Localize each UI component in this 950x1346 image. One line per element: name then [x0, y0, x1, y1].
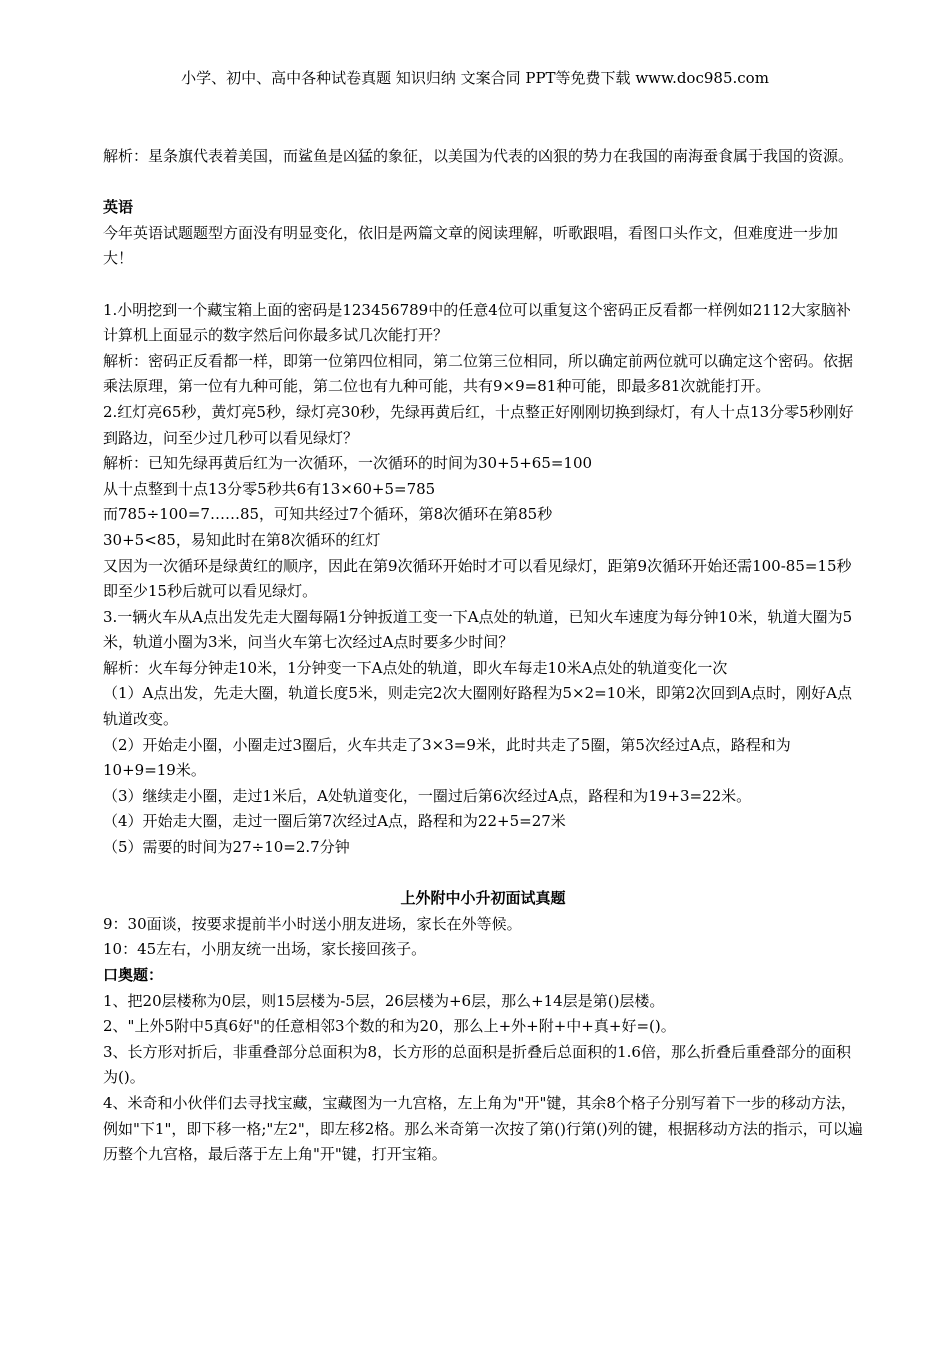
math-analysis-2-line: 即至少15秒后就可以看见绿灯。: [103, 582, 318, 601]
interview-schedule-item: 9：30面谈，按要求提前半小时送小朋友进场，家长在外等候。: [103, 914, 522, 933]
math-analysis-2-line: 又因为一次循环是绿黄红的顺序，因此在第9次循环开始时才可以看见绿灯，距第9次循环开始还需100-85=15秒: [103, 556, 852, 575]
math-question-1: 1.小明挖到一个藏宝箱上面的密码是123456789中的任意4位可以重复这个密码正反看都一样例如2112大家脑补计算机上面显示的数字然后问你最多试几次能打开？: [103, 300, 851, 345]
math-analysis-3-line: （1）A点出发，先走大圈，轨道长度5米，则走完2次大圈刚好路程为5×2=10米，即第2次回到A点时，刚好A点轨道改变。: [103, 684, 852, 729]
math-analysis-2-line: 30+5<85，易知此时在第8次循环的红灯: [103, 530, 381, 549]
oral-question: 2、"上外5附中5真6好"的任意相邻3个数的和为20，那么上+外+附+中+真+好=()。: [103, 1017, 676, 1036]
oral-heading: 口奥题：: [103, 966, 164, 984]
math-analysis-2-line: 而785÷100=7……85，可知共经过7个循环，第8次循环在第85秒: [103, 505, 553, 524]
spacer: [103, 170, 863, 196]
math-question-2: 2.红灯亮65秒，黄灯亮5秒，绿灯亮30秒，先绿再黄后红，十点整正好刚刚切换到绿灯，有人十点13分零5秒刚好到路边，问至少过几秒可以看见绿灯？: [103, 402, 854, 447]
math-analysis-3-line: （5）需要的时间为27÷10=2.7分钟: [103, 838, 350, 857]
oral-question: 3、长方形对折后，非重叠部分总面积为8，长方形的总面积是折叠后总面积的1.6倍，那么折叠后重叠部分的面积为()。: [103, 1042, 851, 1087]
english-heading: 英语: [103, 198, 134, 217]
oral-question: 1、把20层楼称为0层，则15层楼为-5层，26层楼为+6层，那么+14层是第()层楼。: [103, 991, 665, 1010]
math-analysis-3-line: （2）开始走小圈，小圈走过3圈后，火车共走了3×3=9米，此时共走了5圈，第5次经过A点，路程和为10+9=19米。: [103, 735, 791, 780]
spacer: [103, 861, 863, 887]
interview-schedule-item: 10：45左右，小朋友统一出场，家长接回孩子。: [103, 940, 427, 959]
math-analysis-3-line: （3）继续走小圈，走过1米后，A处轨道变化，一圈过后第6次经过A点，路程和为19+3=22米。: [103, 786, 752, 805]
spacer: [103, 272, 863, 298]
oral-question: 4、米奇和小伙伴们去寻找宝藏，宝藏图为一九宫格，左上角为"开"键，其余8个格子分别写着下一步的移动方法，例如"下1"，即下移一格;"左2"，即左移2格。那么米奇第一次按了第()行第()列的键，根据移动方法的指示，可以遍历整个九宫格，最后落于左上角"开"键，打开宝箱。: [103, 1093, 863, 1164]
math-analysis-3-line: （4）开始走大圈，走过一圈后第7次经过A点，路程和为22+5=27米: [103, 812, 566, 831]
document-body: [103, 144, 863, 1168]
english-text: 今年英语试题题型方面没有明显变化，依旧是两篇文章的阅读理解，听歌跟唱，看图口头作文，但难度进一步加大！: [103, 223, 839, 268]
interview-title: 上外附中小升初面试真题: [400, 889, 566, 908]
math-analysis-3-line: 解析：火车每分钟走10米，1分钟变一下A点处的轨道，即火车每走10米A点处的轨道变化一次: [103, 658, 728, 677]
math-question-3: 3.一辆火车从A点出发先走大圈每隔1分钟扳道工变一下A点处的轨道，已知火车速度为每分钟10米，轨道大圈为5米，轨道小圈为3米，问当火车第七次经过A点时要多少时间？: [103, 607, 853, 652]
page-header: 小学、初中、高中各种试卷真题 知识归纳 文案合同 PPT等免费下载 www.doc985.com: [181, 69, 769, 87]
math-analysis-2-line: 从十点整到十点13分零5秒共6有13×60+5=785: [103, 479, 436, 498]
math-analysis-1: 解析：密码正反看都一样，即第一位第四位相同，第二位第三位相同，所以确定前两位就可以确定这个密码。依据乘法原理，第一位有九种可能，第二位也有九种可能，共有9×9=81种可能，即最多81次就能打开。: [103, 351, 854, 396]
intro-analysis: 解析：星条旗代表着美国，而鲨鱼是凶猛的象征，以美国为代表的凶狠的势力在我国的南海蚕食属于我国的资源。: [103, 147, 854, 165]
math-analysis-2-line: 解析：已知先绿再黄后红为一次循环，一次循环的时间为30+5+65=100: [103, 454, 593, 473]
